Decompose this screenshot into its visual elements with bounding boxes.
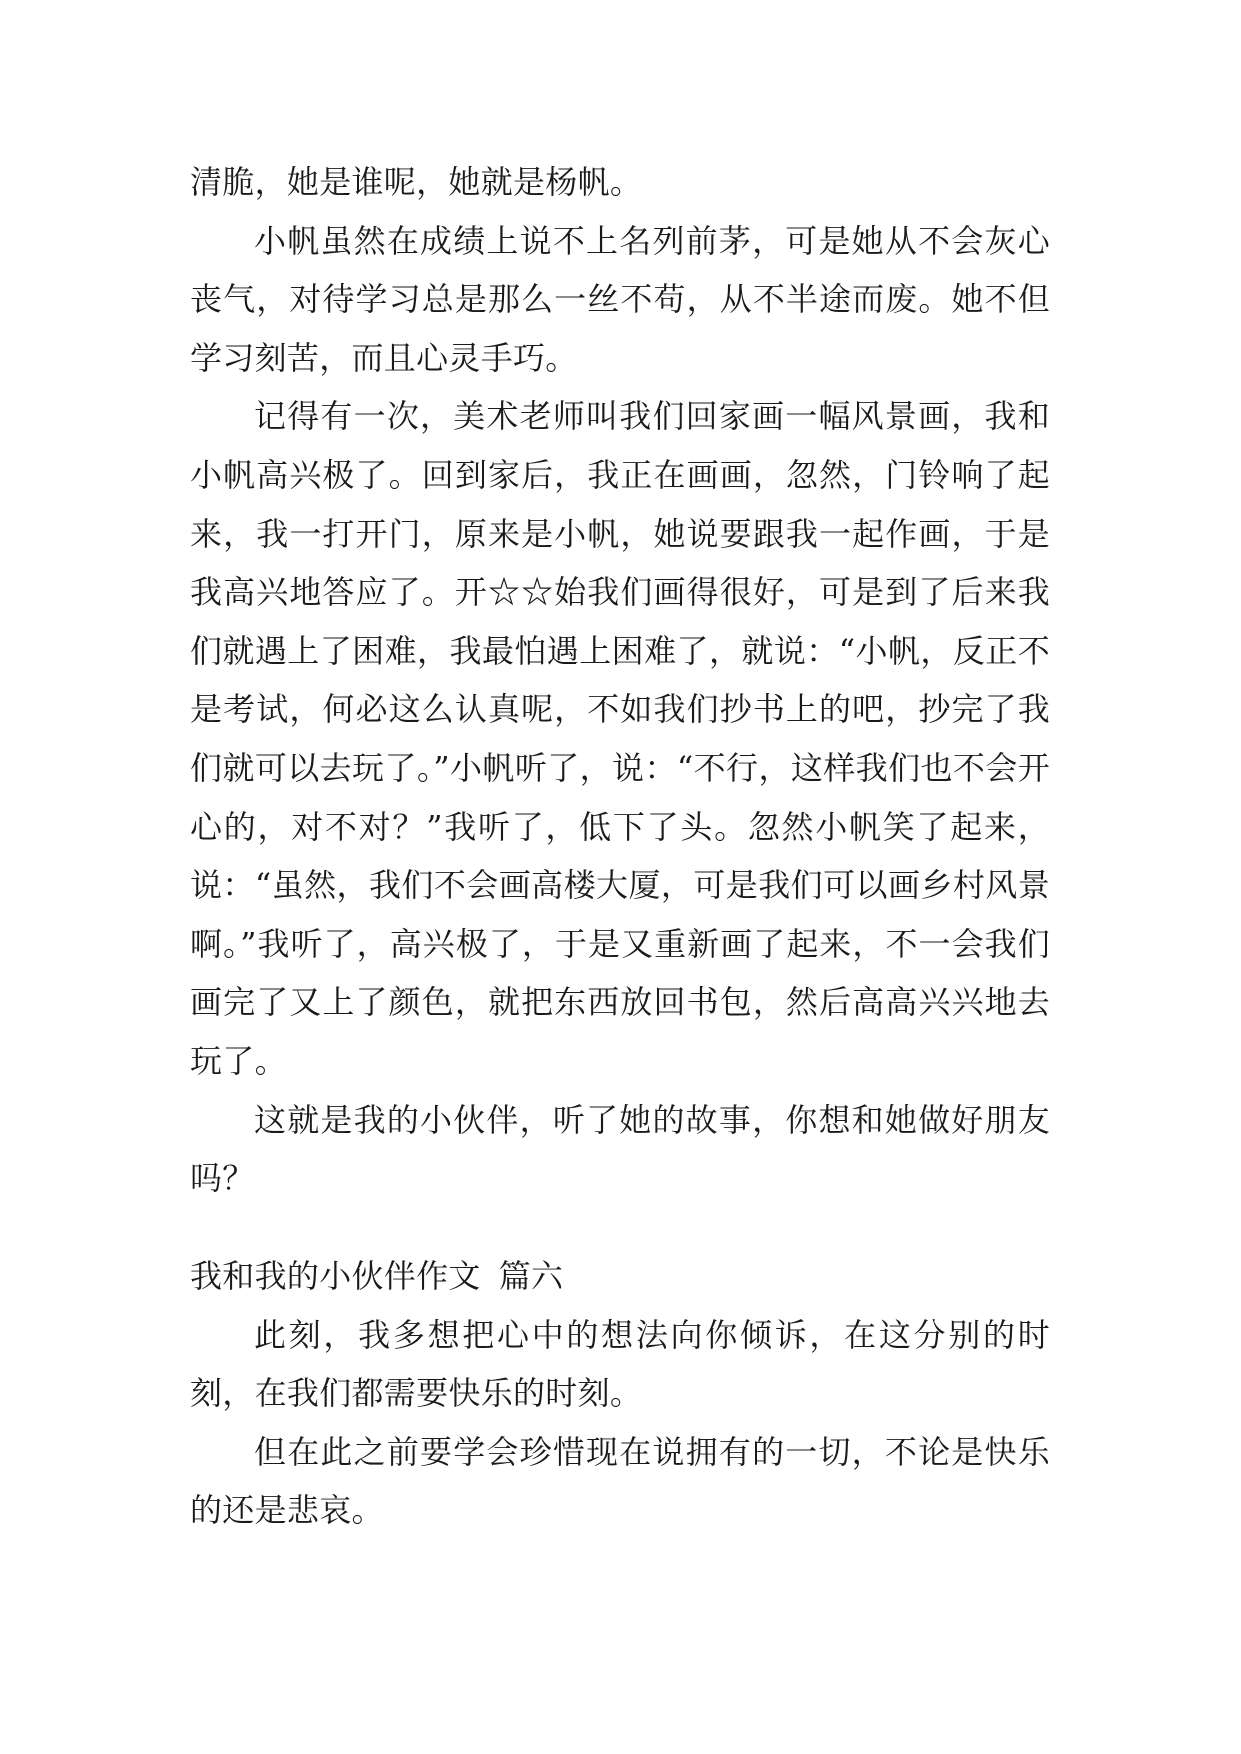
paragraph-conclusion: 这就是我的小伙伴，听了她的故事，你想和她做好朋友吗？ <box>190 1100 1050 1198</box>
section-part-label: 篇六 <box>498 1257 564 1295</box>
paragraph-cherish: 但在此之前要学会珍惜现在说拥有的一切，不论是快乐的还是悲哀。 <box>190 1432 1050 1530</box>
section-six <box>190 1247 1050 1540</box>
paragraph-continuation: 清脆，她是谁呢，她就是杨帆。 <box>190 163 643 201</box>
paragraph-painting-story: 记得有一次，美术老师叫我们回家画一幅风景画，我和小帆高兴极了。回到家后，我正在画画，忽然，门铃响了起来，我一打开门，原来是小帆，她说要跟我一起作画，于是我高兴地答应了。开☆☆始我们画得很好，可是到了后来我们就遇上了困难，我最怕遇上困难了，就说：“小帆，反正不是考试，何必这么认真呢，不如我们抄书上的吧，抄完了我们就可以去玩了。”小帆听了，说：“不行，这样我们也不会开心的，对不对？”我听了，低下了头。忽然小帆笑了起来，说：“虽然，我们不会画高楼大厦，可是我们可以画乡村风景啊。”我听了，高兴极了，于是又重新画了起来，不一会我们画完了又上了颜色，就把东西放回书包，然后高高兴兴地去玩了。 <box>190 397 1050 1080</box>
paragraph-farewell: 此刻，我多想把心中的想法向你倾诉，在这分别的时刻，在我们都需要快乐的时刻。 <box>190 1315 1050 1413</box>
section-title: 我和我的小伙伴作文 <box>190 1257 481 1295</box>
paragraph-character-description: 小帆虽然在成绩上说不上名列前茅，可是她从不会灰心丧气，对待学习总是那么一丝不苟，从不半途而废。她不但学习刻苦，而且心灵手巧。 <box>190 221 1050 377</box>
section-heading <box>190 1247 1050 1306</box>
body-text-before-heading <box>190 153 1050 1208</box>
